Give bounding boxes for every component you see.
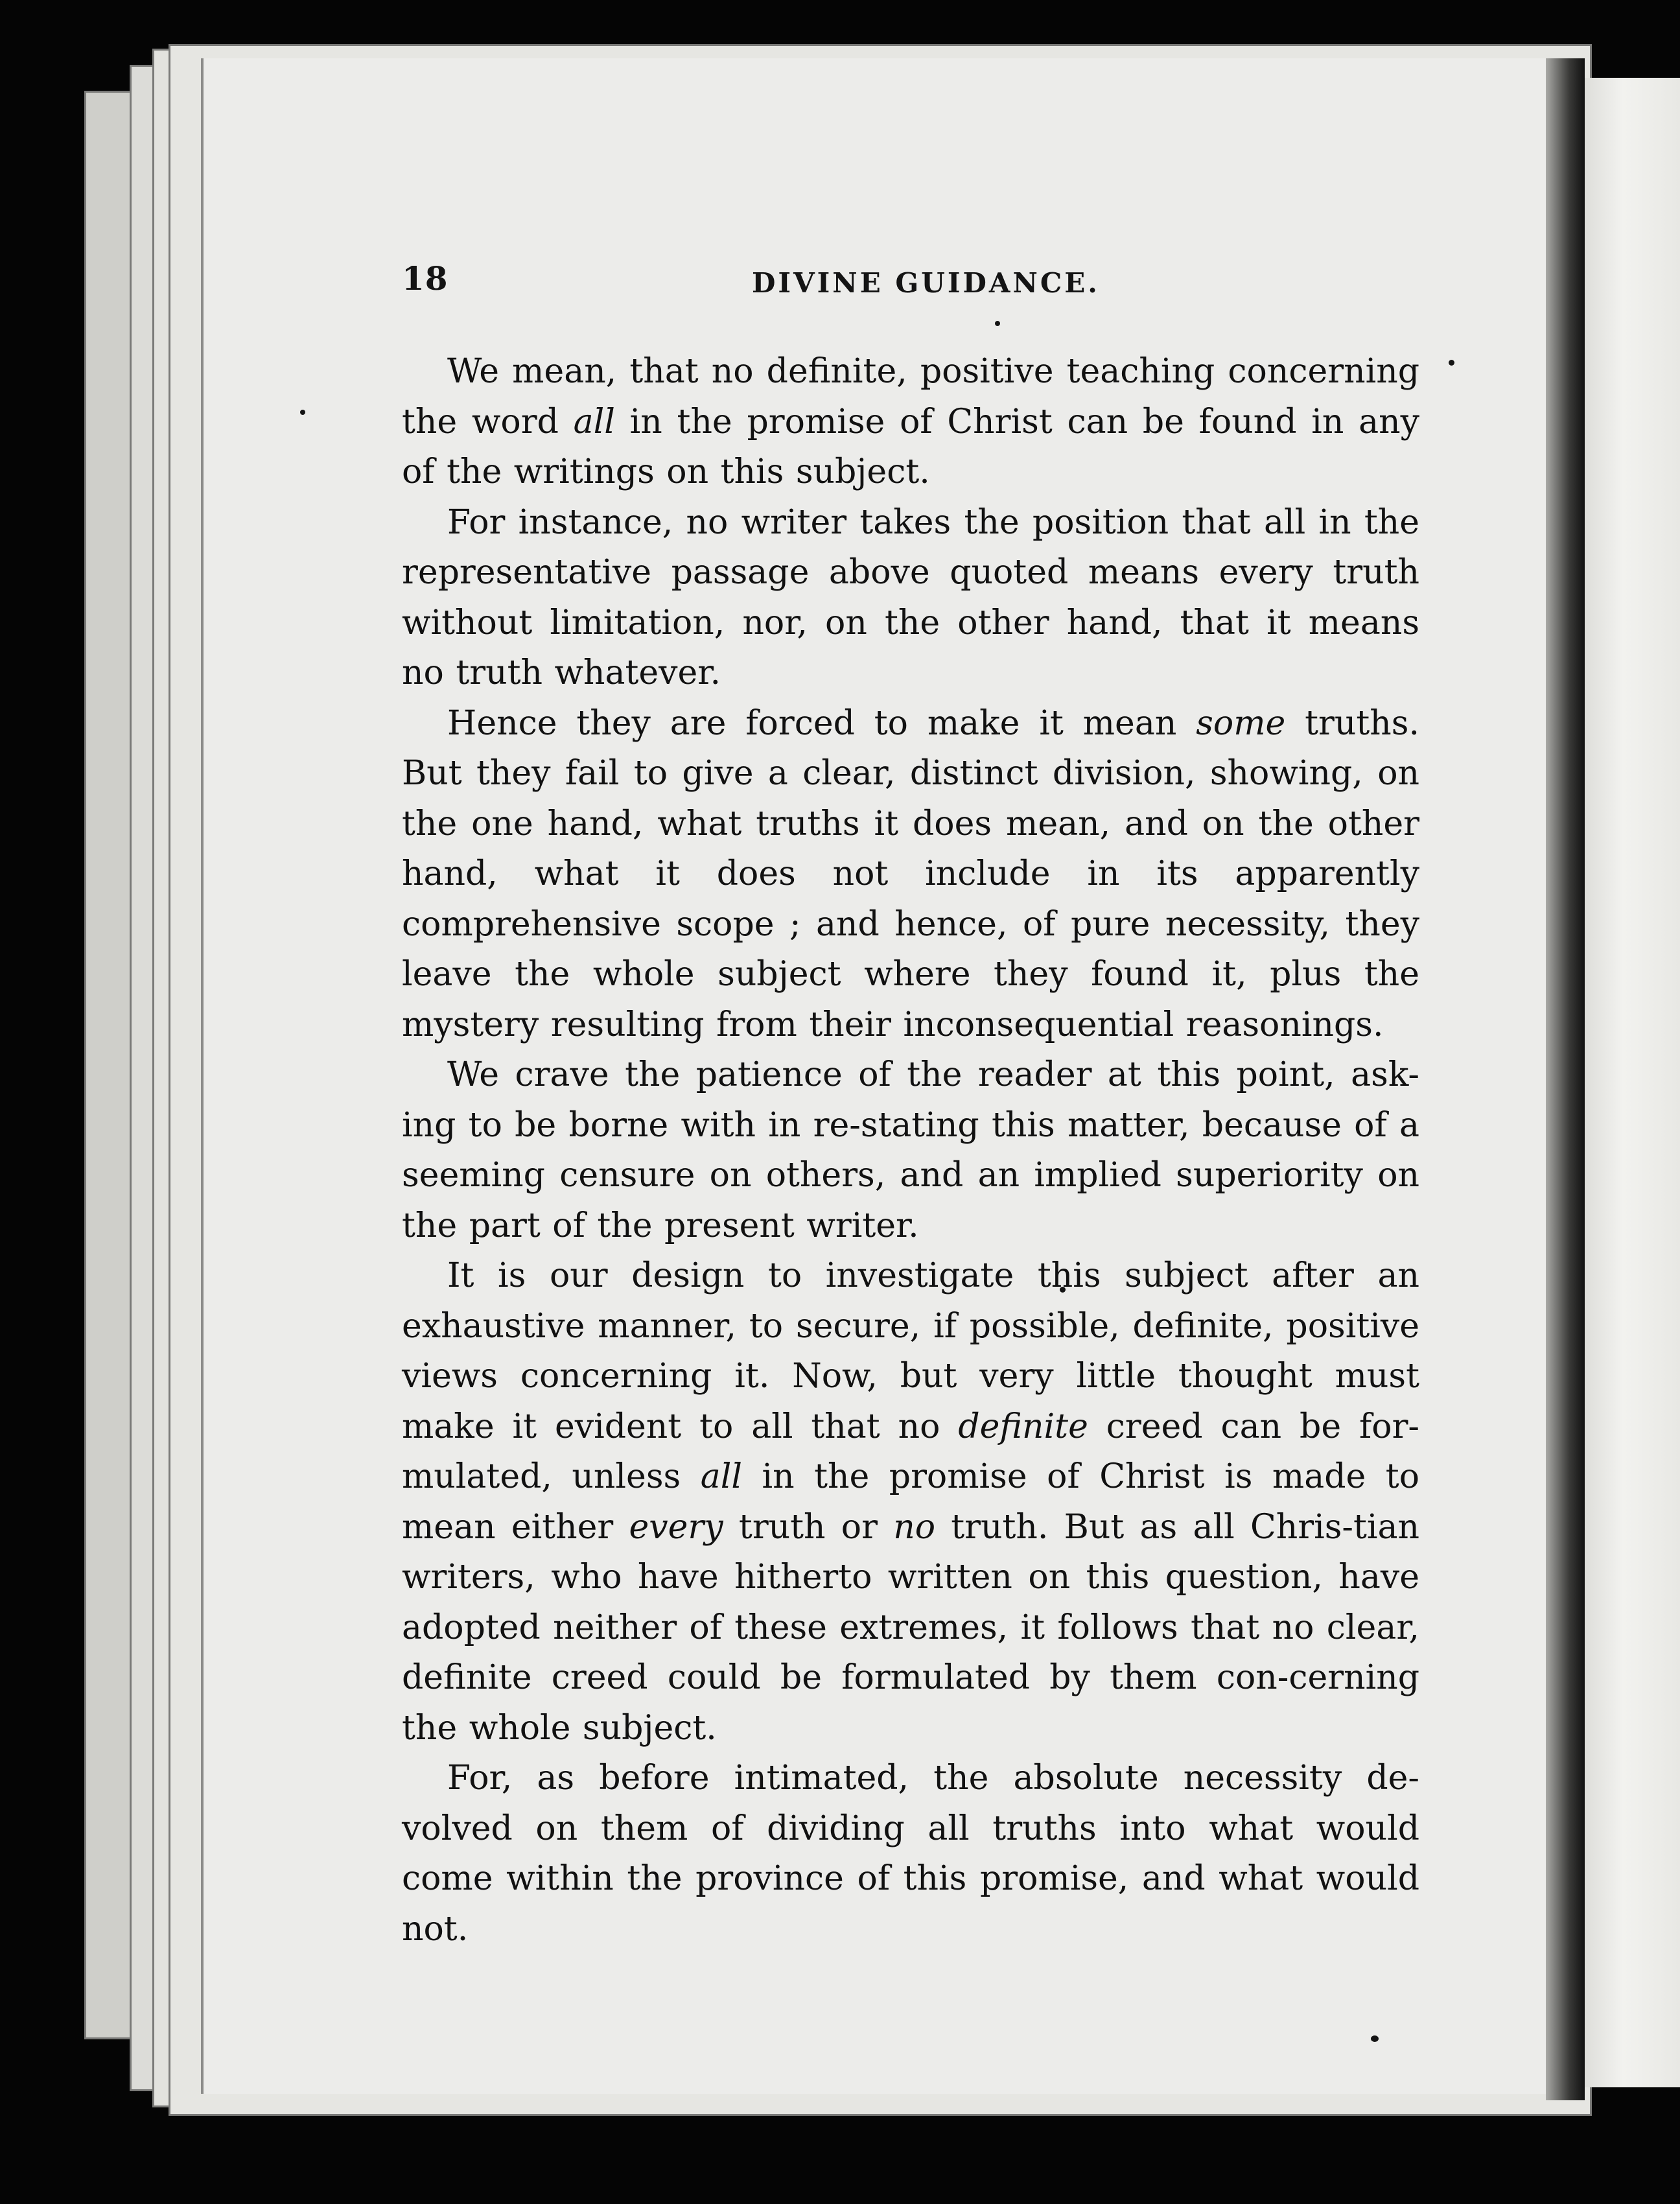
text-run: We crave the patience of the reader at this point, ask-ing to be borne with in re-stating this matter, because of a seeming censure on others, and an implied superiority on the part of the present writer.	[402, 1055, 1419, 1245]
running-head: DIVINE GUIDANCE.	[752, 267, 1100, 299]
italic-text: definite	[958, 1407, 1088, 1446]
scan-speck	[995, 321, 1000, 326]
text-run: It is our design to investigate this subject after an exhaustive manner, to secure, if possible, definite, positive views concerning it. Now, but very little thought must make it evident to all that no	[402, 1256, 1419, 1446]
page-number: 18	[402, 259, 449, 298]
text-run: For instance, no writer takes the position that all in the representative passage above quoted means every truth without limitation, nor, on the other hand, that it means no truth whatever.	[402, 502, 1419, 692]
body-text	[402, 347, 1419, 1954]
text-run: For, as before intimated, the absolute necessity de-volved on them of dividing all truths into what would come within the province of this promise, and what would not.	[402, 1759, 1419, 1949]
text-run: We mean, that no definite, positive teaching concerning the word	[402, 352, 1419, 441]
italic-text: some	[1196, 703, 1286, 743]
scan-speck	[1371, 2035, 1379, 2042]
paragraph	[402, 1050, 1419, 1251]
italic-text: all	[700, 1457, 742, 1496]
page-header	[402, 259, 1413, 311]
text-run: creed can be for-mulated, unless	[402, 1407, 1419, 1496]
scan-speck	[300, 410, 305, 415]
text-run: Hence they are forced to make it mean	[447, 703, 1196, 743]
italic-text: every	[629, 1507, 723, 1547]
paragraph	[402, 1251, 1419, 1753]
italic-text: all	[573, 402, 615, 441]
paragraph	[402, 347, 1419, 498]
facing-page-edge	[1585, 78, 1680, 2087]
text-run: truth. But as all Chris-tian writers, who have hitherto written on this question, have adopted neither of these extremes, it follows that no clear, definite creed could be formulated by them con-cerning the whole subject.	[402, 1507, 1420, 1748]
text-run: in the promise of Christ is made to mean either	[402, 1457, 1419, 1547]
text-run: in the promise of Christ can be found in any of the writings on this subject.	[402, 402, 1419, 491]
italic-text: no	[893, 1507, 936, 1547]
paragraph	[402, 1753, 1419, 1954]
scan-speck	[1449, 360, 1454, 366]
paragraph	[402, 498, 1419, 699]
text-run: truths. But they fail to give a clear, distinct division, showing, on the one hand, what truths it does mean, and on the other hand, what it does not include in its apparently comprehensive scope ; and hence, of pure necessity, they leave the whole subject where they found it, plus the mystery resulting from their inconsequential reasonings.	[402, 703, 1420, 1044]
paragraph	[402, 699, 1419, 1051]
book-gutter	[1546, 58, 1585, 2100]
text-run: truth or	[723, 1507, 894, 1547]
